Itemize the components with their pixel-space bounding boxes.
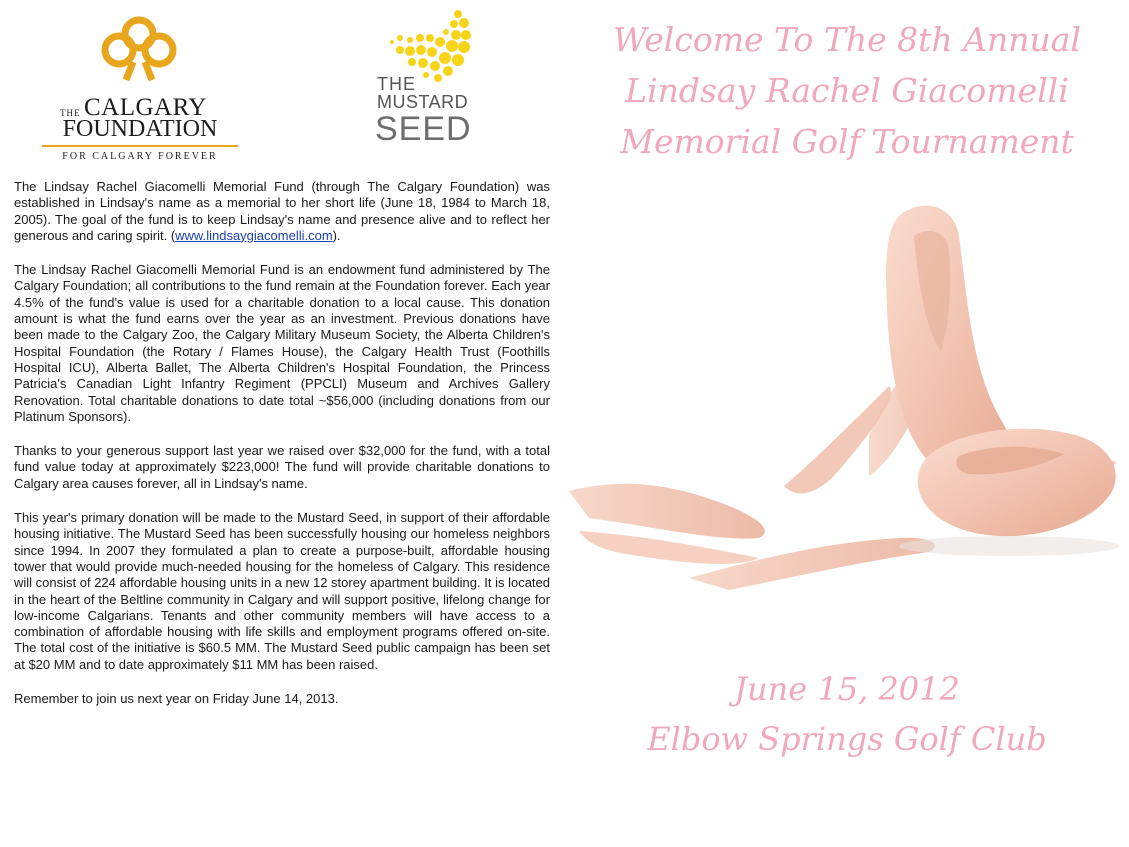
paragraph-mustard-seed: This year's primary donation will be made to the Mustard Seed, in support of their affordable housing initiative. The Mustard Seed has been successfully housing our homeless neighbors since 1994. In 2007 they formulated a plan to create a purpose-built, affordable housing tower that would provide much-needed housing for the homeless of Calgary. This residence will consist of 224 affordable housing units in a new 12 storey apartment building. It is located in the heart of the Beltline community in Calgary and will support positive, lifelong change for low-income Calgarians. Tenants and other community members will have access to a combination of affordable housing with life skills and employment programs offered on-site. The total cost of the initiative is $60.5 MM. The Mustard Seed public campaign has been set at $20 MM and to date approximately $11 MM has been raised. <box>14 510 550 672</box>
paragraph-thanks: Thanks to your generous support last year we raised over $32,000 for the fund, with a total fund value today at approximately $223,000! The fund will provide charitable donations to Calgary area causes forever, all in Lindsay's name. <box>14 443 550 491</box>
right-panel <box>565 0 1129 847</box>
calgary-logo-name-line2: FOUNDATION <box>62 116 218 142</box>
website-link[interactable]: www.lindsaygiacomelli.com <box>175 227 333 243</box>
welcome-title <box>565 14 1129 167</box>
title-line-3: Memorial Golf Tournament <box>620 122 1074 161</box>
mustard-logo-the: THE <box>377 74 416 94</box>
title-line-2: Lindsay Rachel Giacomelli <box>625 71 1069 110</box>
event-date: June 15, 2012 <box>734 670 960 708</box>
calgary-logo-divider <box>42 145 238 147</box>
mustard-logo-mustard: MUSTARD <box>377 92 469 112</box>
shoe-lying <box>918 429 1116 536</box>
paragraph-endowment: The Lindsay Rachel Giacomelli Memorial Fund is an endowment fund administered by The Calgary Foundation; all contributions to the fund remain at the Foundation forever. Each year 4.5% of the fund's value is used for a charitable donation to a local cause. This donation amount is what the fund earns over the year as an investment. Previous donations have been made to the Calgary Zoo, the Calgary Military Museum Society, the Alberta Children's Hospital Foundation (the Rotary / Flames House), the Calgary Health Trust (Foothills Hospital ICU), Alberta Ballet, The Alberta Children's Hospital Foundation, the Princess Patricia's Canadian Light Infantry Regiment (PPCLI) Museum and Archives Gallery Renovation. Total charitable donations to date total ~$56,000 (including donations from our Platinum Sponsors). <box>14 262 550 424</box>
calgary-logo-tagline: FOR CALGARY FOREVER <box>62 151 218 162</box>
calgary-logo-name-line1: CALGARY <box>84 94 207 121</box>
mustard-logo-seed: SEED <box>375 110 472 148</box>
calgary-foundation-logo <box>42 14 238 162</box>
paragraph-fund-history-end: ). <box>332 227 341 243</box>
calgary-foundation-emblem-icon <box>100 14 178 86</box>
calgary-logo-the: THE <box>60 108 81 118</box>
paragraph-next-year: Remember to join us next year on Friday June 14, 2013. <box>14 691 339 707</box>
event-venue: Elbow Springs Golf Club <box>647 720 1047 758</box>
title-line-1: Welcome To The 8th Annual <box>613 20 1081 59</box>
event-details <box>565 664 1129 764</box>
fund-description <box>14 179 550 725</box>
ribbon-left <box>569 484 765 539</box>
ballet-shoes-image <box>569 186 1129 616</box>
mustard-seed-logo <box>372 8 482 148</box>
paragraph-fund-history <box>14 179 550 244</box>
paragraph-fund-history-text: The Lindsay Rachel Giacomelli Memorial Fund (through The Calgary Foundation) was established in Lindsay's name as a memorial to her short life (June 18, 1984 to March 18, 2005). The goal of the fund is to keep Lindsay's name and presence alive and to reflect her generous and caring spirit. ( <box>14 179 550 243</box>
